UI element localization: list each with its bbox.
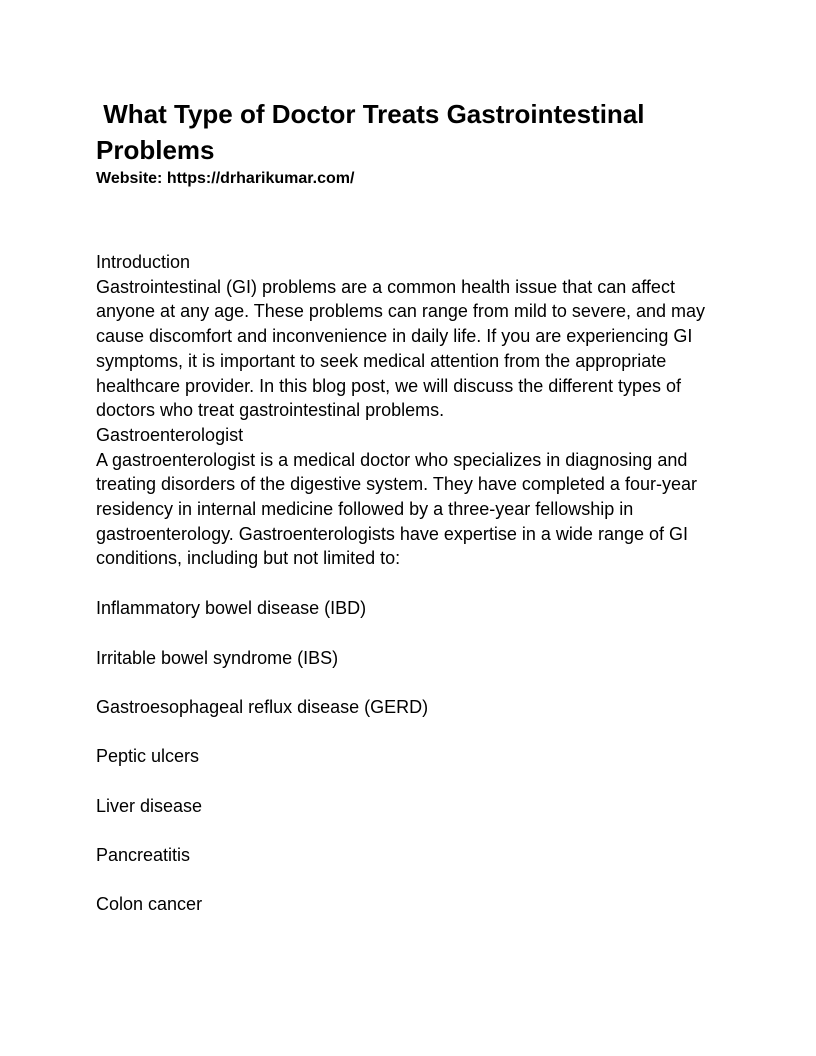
condition-item: Peptic ulcers [96,746,200,767]
gastroenterologist-paragraph: A gastroenterologist is a medical doctor who specializes in diagnosing and treating disorders of the digestive system. They have completed a four-year residency in internal medicine followed by a three-year fellowship in gastroenterology. Gastroenterologists have expertise in a wide range of GI conditions, including but not limited to: [96,449,697,569]
intro-paragraph: Gastrointestinal (GI) problems are a common health issue that can affect anyone at any age. These problems can range from mild to severe, and may cause discomfort and inconvenience in daily life. If you are experiencing GI symptoms, it is important to seek medical attention from the appropriate healthcare provider. In this blog post, we will discuss the different types of doctors who treat gastrointestinal problems. [96,276,706,421]
condition-item: Pancreatitis [96,845,191,866]
condition-item: Irritable bowel syndrome (IBS) [96,647,339,668]
conditions-list [96,596,726,917]
section-heading-gastroenterologist: Gastroenterologist [96,424,244,445]
condition-item: Colon cancer [96,894,203,915]
website-line: Website: https://drharikumar.com/ [96,170,355,187]
document-title: What Type of Doctor Treats Gastrointestinal Problems [96,99,652,165]
body-text [96,250,726,571]
document-page [96,96,726,942]
condition-item: Liver disease [96,795,203,816]
condition-item: Inflammatory bowel disease (IBD) [96,598,367,619]
condition-item: Gastroesophageal reflux disease (GERD) [96,696,429,717]
section-heading-introduction: Introduction [96,252,191,272]
